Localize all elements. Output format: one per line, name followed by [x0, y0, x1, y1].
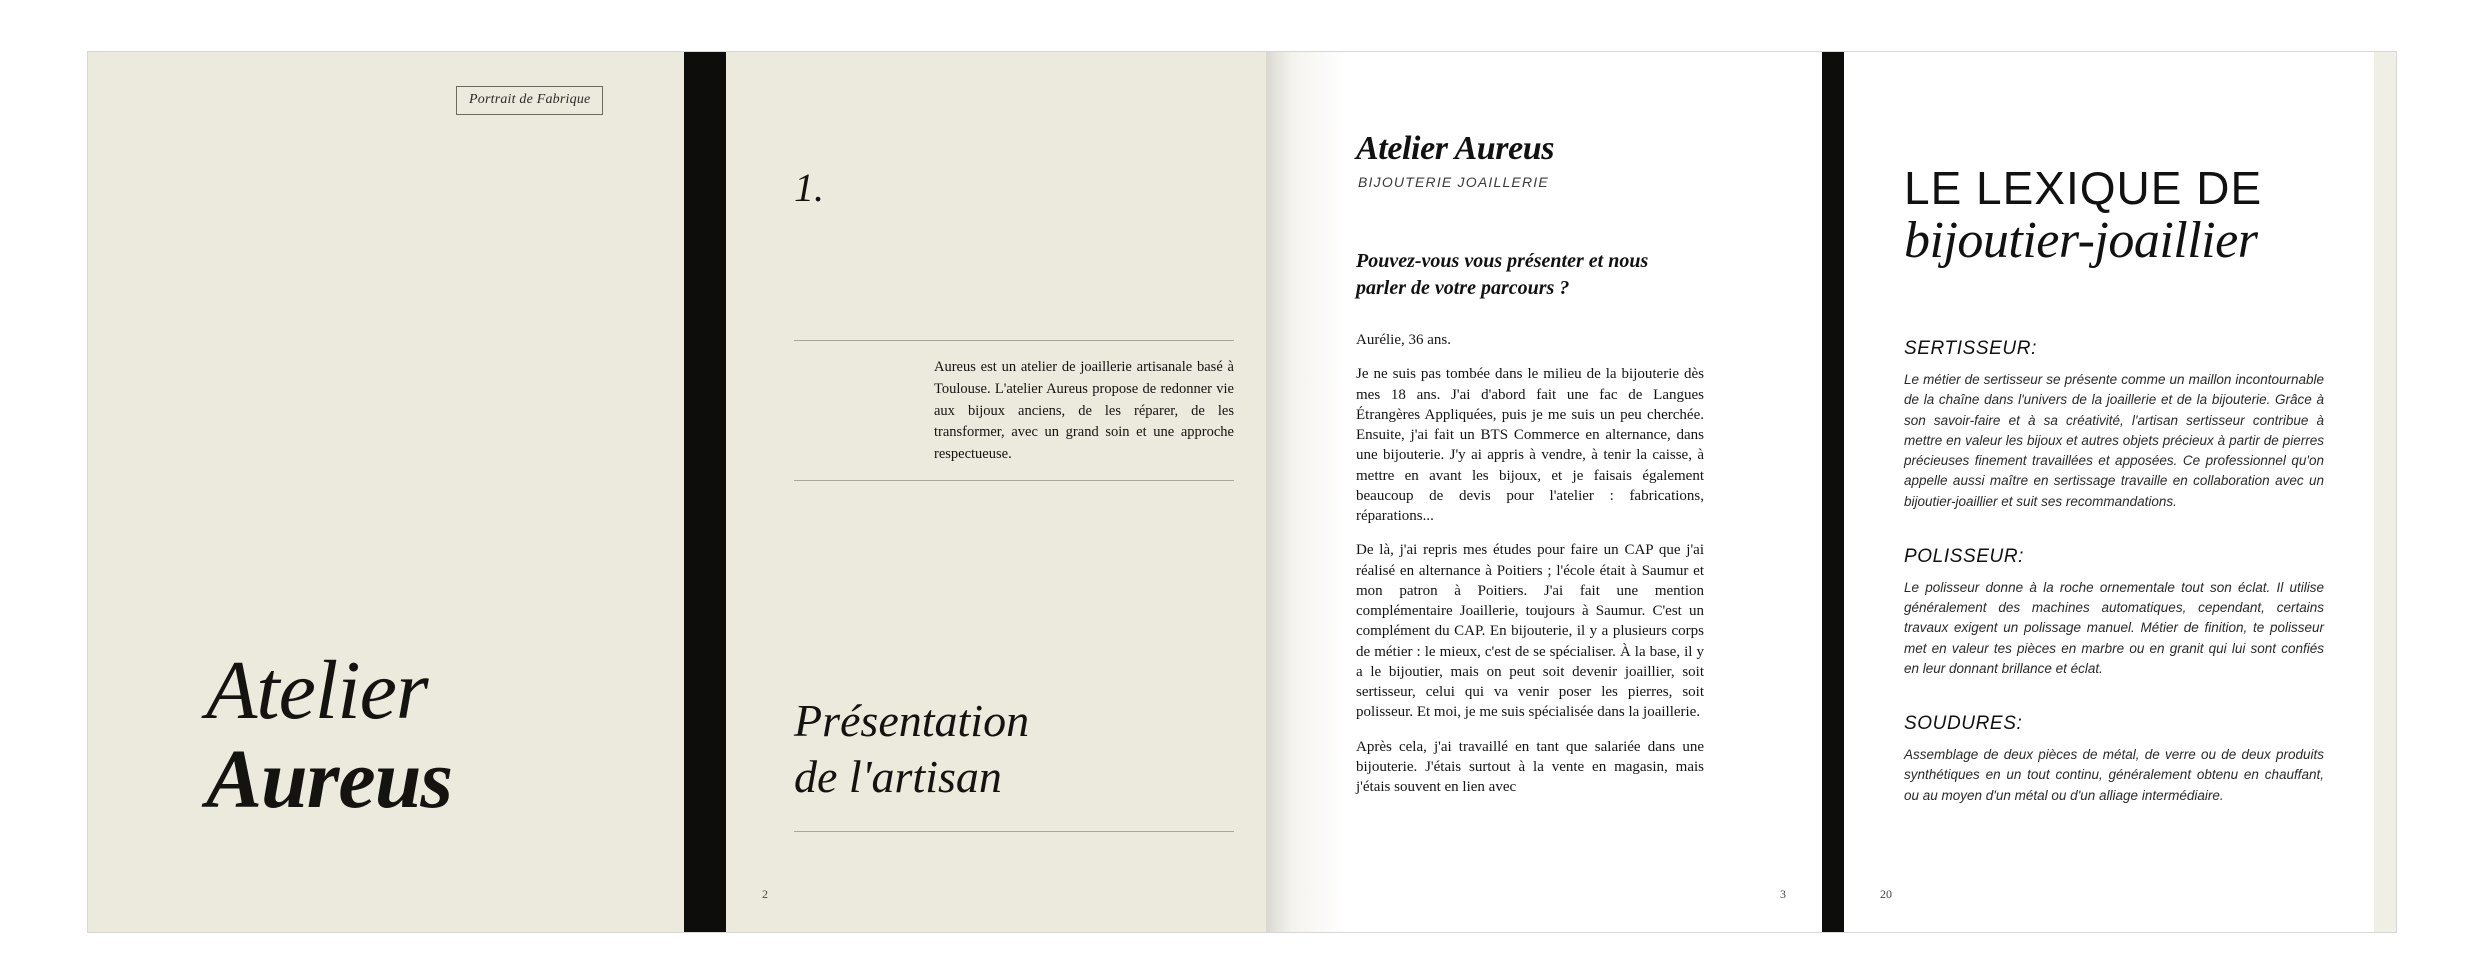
- cover-title-line2: Aureus: [206, 732, 453, 826]
- intro-text-block: [794, 340, 1234, 481]
- lexique-entry: [1904, 713, 2324, 806]
- divider-heading: [794, 831, 1234, 832]
- folio-page-20: 20: [1880, 887, 1892, 901]
- intro-paragraph: Aureus est un atelier de joaillerie artisanale basé à Toulouse. L'atelier Aureus propose de redonner vie aux bijoux anciens, de les réparer, de les transformer, avec un grand soin et une approche respectueuse.: [934, 359, 1234, 462]
- page-interview: [1266, 52, 1822, 932]
- page-introduction: [726, 52, 1266, 932]
- interview-body: [1356, 330, 1704, 797]
- interview-paragraph: De là, j'ai repris mes études pour faire un CAP que j'ai réalisé en alternance à Poitiers ; l'école était à Saumur et mon patron à Poitiers. J'ai fait une mention complémentaire Joaillerie, toujours à Saumur. C'est un complément du CAP. En bijouterie, il y a plusieurs corps de métier : le mieux, c'est de se spécialiser. À la base, il y a le bijoutier, mais on peut soit devenir joaillier, soit sertisseur, celui qui va venir poser les pierres, soit polisseur. Et moi, je me suis spécialisée dans la joaillerie.: [1356, 542, 1704, 721]
- lexique-title-line1: LE LEXIQUE DE: [1904, 162, 2263, 214]
- folio-page-2: 2: [762, 887, 768, 901]
- chapter-number: 1.: [794, 165, 824, 210]
- divider-bottom: [794, 480, 1234, 481]
- intro-heading-line1: Présentation: [794, 694, 1030, 746]
- cover-title: [206, 643, 453, 826]
- interview-subtitle: BIJOUTERIE JOAILLERIE: [1358, 174, 1549, 190]
- lexique-entry-list: [1904, 338, 2324, 840]
- lexique-entry: [1904, 338, 2324, 512]
- page-cover: [88, 52, 684, 932]
- folio-page-3: 3: [1780, 887, 1786, 901]
- spine-gutter-1: [684, 52, 726, 932]
- interview-question: Pouvez-vous vous présenter et nous parler de votre parcours ?: [1356, 250, 1649, 299]
- lexique-term: POLISSEUR:: [1904, 545, 2025, 567]
- interview-paragraph: Aurélie, 36 ans.: [1356, 332, 1451, 348]
- magazine-spread: [88, 52, 2396, 932]
- cover-title-line1: Atelier: [206, 643, 428, 737]
- intro-heading-line2: de l'artisan: [794, 750, 1002, 802]
- lexique-definition: Assemblage de deux pièces de métal, de verre ou de deux produits synthétiques en un tout continu, généralement obtenu en chauffant, ou au moyen d'un métal ou d'un alliage intermédiaire.: [1904, 747, 2324, 803]
- lexique-entry: [1904, 546, 2324, 679]
- interview-paragraph: Je ne suis pas tombée dans le milieu de la bijouterie dès mes 18 ans. J'ai d'abord fait une fac de Langues Étrangères Appliquées, puis je me suis un peu cherchée. Ensuite, j'ai fait un BTS Commerce en alternance, dans une bijouterie. J'y ai appris à vendre, à tenir la caisse, à mettre en avant les bijoux, et je faisais également beaucoup de devis pour l'atelier : fabrications, réparations...: [1356, 366, 1704, 524]
- page-lexique: [1844, 52, 2374, 932]
- interview-paragraph: Après cela, j'ai travaillé en tant que salariée dans une bijouterie. J'étais surtout à la vente en magasin, mais j'étais souvent en lien avec: [1356, 738, 1704, 795]
- interview-title: Atelier Aureus: [1356, 130, 1555, 167]
- spine-gutter-2: [1822, 52, 1844, 932]
- cover-stamp: Portrait de Fabrique: [456, 86, 603, 115]
- lexique-title-line2: bijoutier-joaillier: [1904, 212, 2258, 270]
- lexique-definition: Le polisseur donne à la roche ornementale tout son éclat. Il utilise généralement des machines automatiques, cependant, certains travaux exigent un polissage manuel. Métier de finition, te polisseur met en valeur tes pièces en marbre ou en granit qui lui sont confiés en leur donnant brillance et éclat.: [1904, 579, 2324, 676]
- lexique-term: SERTISSEUR:: [1904, 338, 2037, 359]
- lexique-definition: Le métier de sertisseur se présente comme un maillon incontournable de la chaîne dans l'univers de la joaillerie et de la bijouterie. Grâce à son savoir-faire et à sa créativité, l'artisan sertisseur contribue à mettre en valeur les bijoux et autres objets précieux à partir de pierres précieuses finement travaillées et apposées. Ce professionnel qu'on appelle aussi maître en sertissage travaille en collaboration avec un bijoutier-joaillier et suit ses recommandations.: [1904, 372, 2324, 509]
- intro-heading: [794, 693, 1234, 832]
- lexique-title: [1904, 164, 2262, 269]
- lexique-term: SOUDURES:: [1904, 713, 2023, 734]
